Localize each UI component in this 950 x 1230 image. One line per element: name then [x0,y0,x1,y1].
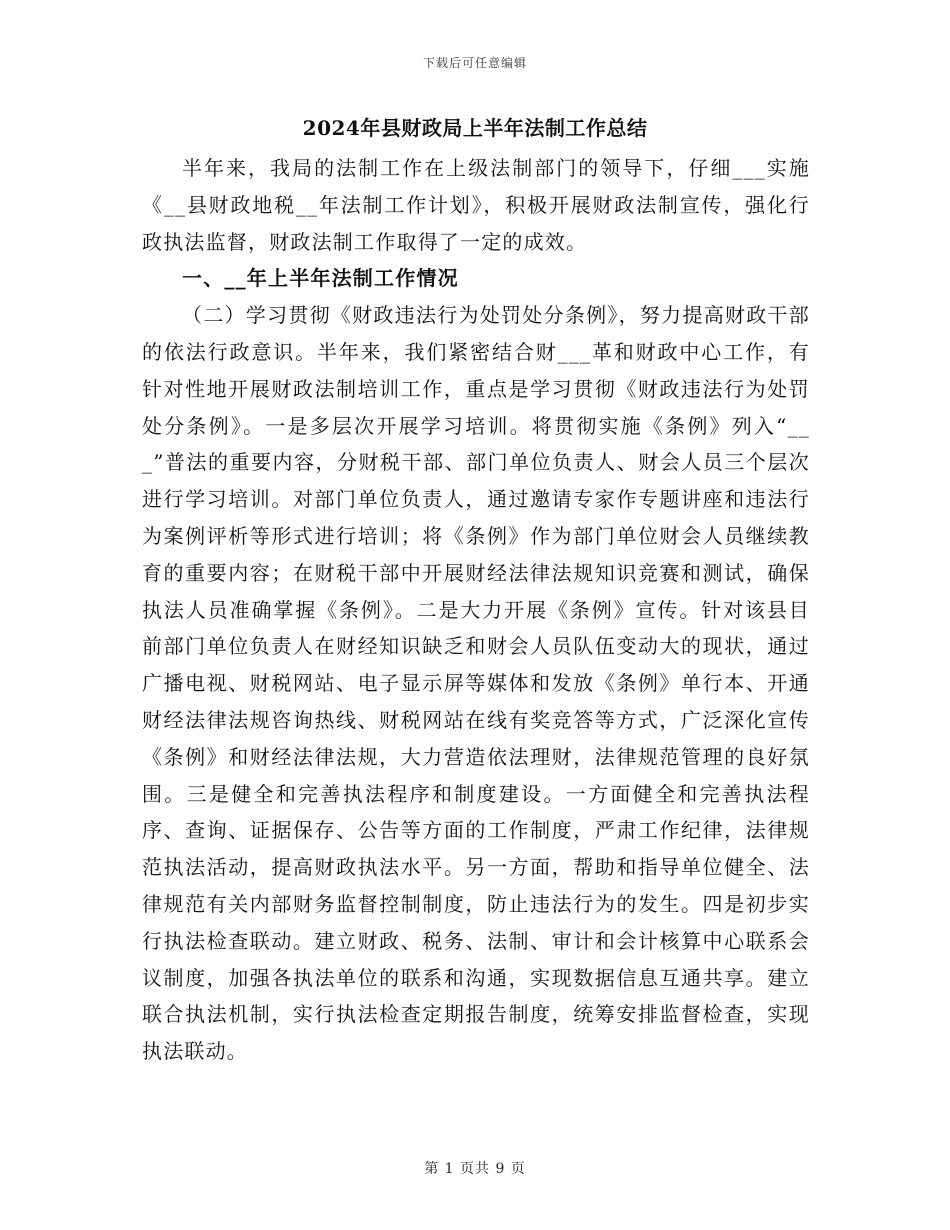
document-title: 2024年县财政局上半年法制工作总结 [302,116,648,140]
page-header-note: 下载后可任意编辑 [422,56,527,70]
section-heading: 一、__年上半年法制工作情况 [182,266,459,291]
section-paragraph: （二）学习贯彻《财政违法行为处罚处分条例》，努力提高财政干部的依法行政意识。半年来，我们紧密结合财___革和财政中心工作，有针对性地开展财政法制培训工作，重点是学习贯彻《财政违法行为处罚处分条例》。一是多层次开展学习培训。将贯彻实施《条例》列入“___”普法的重要内容，分财税干部、部门单位负责人、财会人员三个层次进行学习培训。对部门单位负责人，通过邀请专家作专题讲座和违法行为案例评析等形式进行培训；将《条例》作为部门单位财会人员继续教育的重要内容；在财税干部中开展财经法律法规知识竞赛和测试，确保执法人员准确掌握《条例》。二是大力开展《条例》宣传。针对该县目前部门单位负责人在财经知识缺乏和财会人员队伍变动大的现状，通过广播电视、财税网站、电子显示屏等媒体和发放《条例》单行本、开通财经法律法规咨询热线、财税网站在线有奖竞答等方式，广泛深化宣传《条例》和财经法律法规，大力营造依法理财，法律规范管理的良好氛围。三是健全和完善执法程序和制度建设。一方面健全和完善执法程序、查询、证据保存、公告等方面的工作制度，严肃工作纪律，法律规范执法活动，提高财政执法水平。另一方面，帮助和指导单位健全、法律规范有关内部财务监督控制制度，防止违法行为的发生。四是初步实行执法检查联动。建立财政、税务、法制、审计和会计核算中心联系会议制度，加强各执法单位的联系和沟通，实现数据信息互通共享。建立联合执法机制，实行执法检查定期报告制度，统筹安排监督检查，实现执法联动。 [142,303,810,1064]
page-footer: 第 1 页共 9 页 [424,1161,526,1177]
document-body [142,150,810,1070]
intro-paragraph: 半年来，我局的法制工作在上级法制部门的领导下，仔细___实施《__县财政地税__年法制工作计划》，积极开展财政法制宣传，强化行政执法监督，财政法制工作取得了一定的成效。 [142,156,810,254]
